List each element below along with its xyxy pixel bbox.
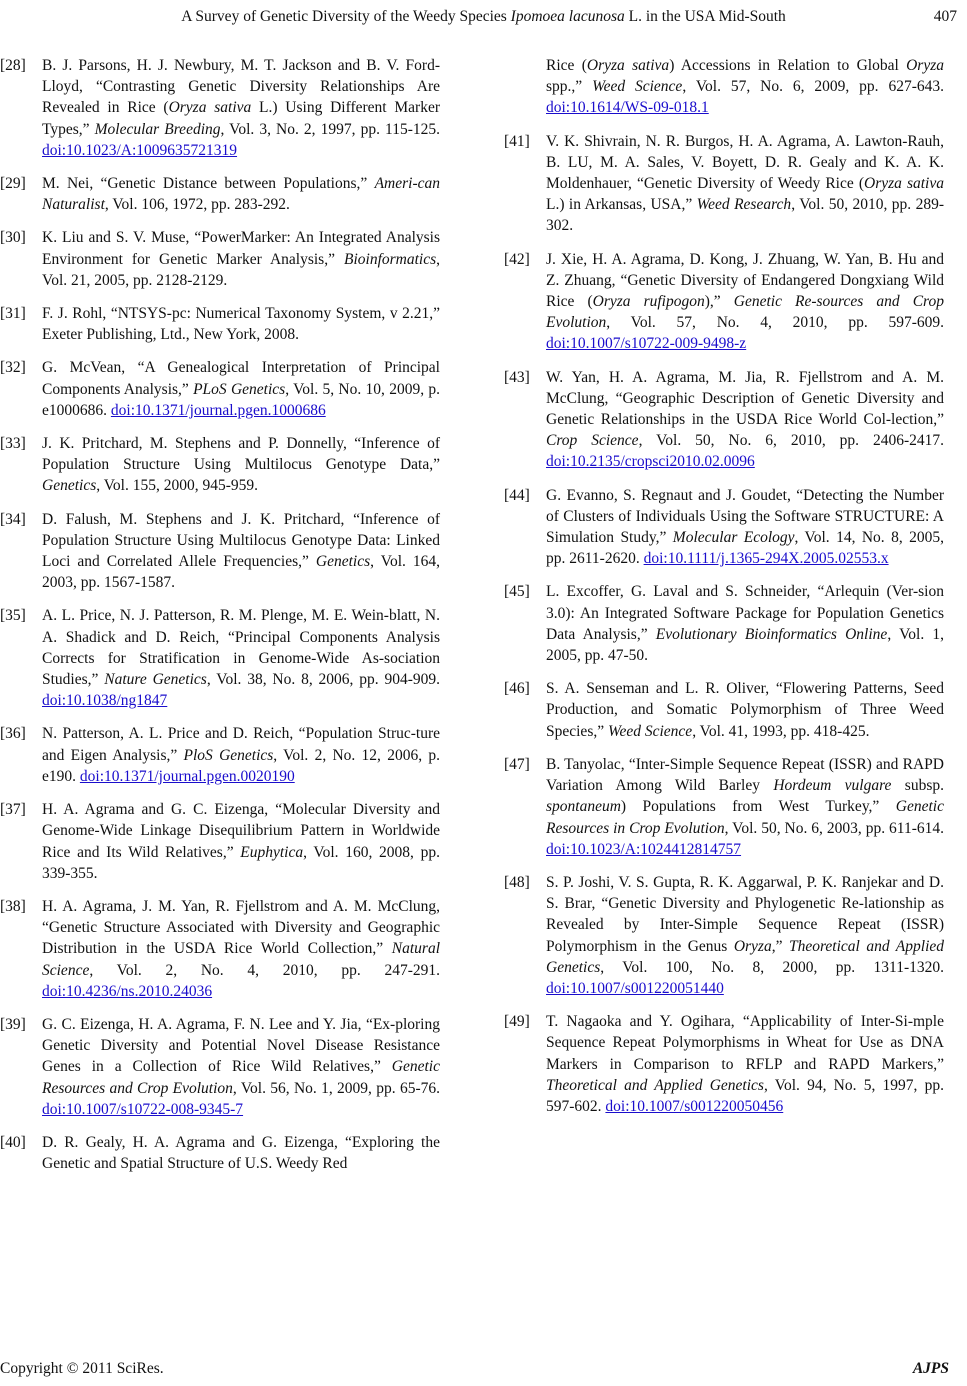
reference-entry bbox=[0, 227, 440, 291]
reference-entry bbox=[504, 1011, 944, 1117]
reference-number: [43] bbox=[504, 368, 530, 386]
reference-text bbox=[546, 133, 944, 235]
reference-text-segment: ),” bbox=[704, 293, 734, 311]
reference-text bbox=[42, 898, 440, 1000]
reference-entry bbox=[0, 303, 440, 345]
reference-entry bbox=[0, 723, 440, 787]
reference-text bbox=[42, 1134, 440, 1172]
reference-text-segment: ) Accessions in Relation to Global bbox=[669, 57, 907, 74]
reference-text-segment: ) Populations from West Turkey,” bbox=[620, 798, 896, 816]
reference-entry bbox=[0, 605, 440, 711]
reference-italic-text: PloS Genetics bbox=[183, 746, 274, 764]
reference-text-segment: D. Falush, M. Stephens and J. K. Pritchard, “Inference of Population Structure Using Multilocus Genotype Data: Linked Loci and Correlated Allele Frequencies,” bbox=[42, 510, 440, 571]
doi-link[interactable]: doi:10.1371/journal.pgen.1000686 bbox=[110, 401, 326, 419]
reference-text-segment: , Vol. 100, No. 8, 2000, pp. 1311-1320. bbox=[600, 958, 944, 976]
reference-text-segment: , Vol. 41, 1993, pp. 418-425. bbox=[692, 722, 870, 740]
reference-text bbox=[546, 680, 944, 739]
reference-text-segment: S. P. Joshi, V. S. Gupta, R. K. Aggarwal, P. K. Ranjekar and D. S. Brar, “Genetic Diversity and Phylogenetic Re-lationship as Revealed by Inter-Simple Sequence Repeat (ISSR) Polymorphism in the Genus bbox=[546, 873, 944, 955]
reference-number: [29] bbox=[0, 175, 26, 193]
reference-text-segment: A. L. Price, N. J. Patterson, R. M. Plenge, M. E. Wein-blatt, N. A. Shadick and D. Reich, “Principal Components Analysis Corrects for Stratification in Genome-Wide As-sociation Studies,” bbox=[42, 607, 440, 689]
reference-number: [42] bbox=[504, 250, 530, 268]
reference-text-segment: M. Nei, “Genetic Distance between Populations,” bbox=[42, 175, 375, 193]
reference-italic-text: Hordeum vulgare bbox=[773, 777, 892, 795]
reference-entry bbox=[0, 55, 440, 161]
reference-italic-text: PLoS Genetics bbox=[193, 380, 286, 398]
reference-italic-text: Oryza bbox=[733, 937, 772, 955]
reference-number: [44] bbox=[504, 486, 530, 504]
reference-italic-text: Crop Science bbox=[546, 432, 639, 450]
reference-number: [47] bbox=[504, 755, 530, 773]
reference-italic-text: Genetics bbox=[315, 553, 371, 571]
reference-italic-text: Oryza sativa bbox=[586, 57, 670, 74]
doi-link[interactable]: doi:10.1111/j.1365-294X.2005.02553.x bbox=[643, 550, 889, 568]
reference-text-segment: , Vol. 14, No. 8, 2005, pp. 2611-2620. bbox=[546, 529, 944, 568]
reference-number: [45] bbox=[504, 583, 530, 601]
reference-italic-text: Weed Science bbox=[592, 78, 683, 96]
reference-text bbox=[546, 369, 944, 471]
reference-entry bbox=[504, 55, 944, 119]
reference-text bbox=[42, 305, 440, 343]
reference-text-segment: , Vol. 56, No. 1, 2009, pp. 65-76. bbox=[232, 1079, 440, 1097]
reference-text-segment: , Vol. 21, 2005, pp. 2128-2129. bbox=[42, 250, 440, 289]
reference-text-segment: Rice ( bbox=[546, 57, 587, 74]
reference-text bbox=[42, 57, 440, 159]
reference-text bbox=[42, 511, 440, 592]
reference-column-right bbox=[504, 55, 944, 1129]
reference-italic-text: Bioinformatics bbox=[343, 250, 437, 268]
reference-italic-text: Molecular Breeding bbox=[94, 120, 221, 138]
reference-italic-text: Oryza rufipogon bbox=[592, 293, 705, 311]
reference-italic-text: Genetics bbox=[42, 477, 97, 495]
doi-link[interactable]: doi:10.1023/A:1009635721319 bbox=[42, 141, 238, 159]
reference-text-segment: , Vol. 3, No. 2, 1997, pp. 115-125. bbox=[220, 120, 440, 138]
reference-entry bbox=[504, 678, 944, 742]
reference-text bbox=[546, 487, 944, 568]
reference-text-segment: V. K. Shivrain, N. R. Burgos, H. A. Agrama, A. Lawton-Rauh, B. LU, M. A. Sales, V. Boyett, D. R. Gealy and K. A. K. Moldenhauer, “Genetic Diversity of Weedy Rice ( bbox=[546, 132, 944, 193]
reference-text-segment: , Vol. 160, 2008, pp. 339-355. bbox=[42, 843, 440, 882]
reference-entry bbox=[0, 1014, 440, 1120]
reference-number: [34] bbox=[0, 510, 26, 528]
reference-text-segment: , Vol. 106, 1972, pp. 283-292. bbox=[104, 196, 290, 214]
reference-text bbox=[42, 435, 440, 494]
header-species-name: Ipomoea lacunosa bbox=[510, 8, 625, 25]
doi-link[interactable]: doi:10.1007/s10722-009-9498-z bbox=[546, 335, 747, 353]
doi-link[interactable]: doi:10.1614/WS-09-018.1 bbox=[546, 99, 709, 117]
reference-number: [46] bbox=[504, 680, 530, 698]
reference-italic-text: spontaneum bbox=[546, 798, 621, 816]
reference-entry bbox=[0, 357, 440, 421]
reference-entry bbox=[504, 754, 944, 860]
reference-text-segment: , Vol. 1, 2005, pp. 47-50. bbox=[546, 625, 944, 665]
doi-link[interactable]: doi:10.1023/A:1024412814757 bbox=[546, 840, 742, 858]
reference-text-segment: G. Evanno, S. Regnaut and J. Goudet, “Detecting the Number of Clusters of Individuals Using the Software STRUCTURE: A Simulation Study,” bbox=[546, 486, 944, 547]
reference-italic-text: Nature Genetics bbox=[104, 671, 207, 689]
reference-number: [35] bbox=[0, 607, 26, 625]
reference-number: [37] bbox=[0, 801, 26, 819]
reference-italic-text: Weed Research bbox=[696, 196, 792, 214]
reference-italic-text: Oryza sativa bbox=[168, 99, 252, 117]
reference-text bbox=[546, 756, 944, 858]
reference-entry bbox=[0, 173, 440, 215]
doi-link[interactable]: doi:10.1371/journal.pgen.0020190 bbox=[79, 767, 295, 785]
doi-link[interactable]: doi:10.1038/ng1847 bbox=[42, 692, 168, 710]
reference-text bbox=[546, 583, 944, 664]
header-title-part: A Survey of Genetic Diversity of the Weedy Species bbox=[181, 8, 511, 25]
reference-text-segment: , Vol. 5, No. 10, 2009, p. e1000686. bbox=[42, 380, 440, 419]
journal-abbreviation: AJPS bbox=[912, 1360, 949, 1377]
reference-italic-text: Ameri-can Naturalist bbox=[42, 175, 440, 214]
reference-number: [32] bbox=[0, 359, 26, 377]
reference-text-segment: spp.,” bbox=[546, 78, 593, 96]
reference-italic-text: Natural Science bbox=[42, 940, 440, 979]
reference-text-segment: J. Xie, H. A. Agrama, D. Kong, J. Zhuang, W. Yan, B. Hu and Z. Zhuang, “Genetic Diversity of Endangered Dongxiang Wild Rice ( bbox=[546, 250, 944, 311]
doi-link[interactable]: doi:10.1007/s001220050456 bbox=[605, 1097, 784, 1115]
doi-link[interactable]: doi:10.1007/s10722-008-9345-7 bbox=[42, 1100, 244, 1118]
doi-link[interactable]: doi:10.1007/s001220051440 bbox=[546, 979, 724, 997]
reference-text-segment: S. A. Senseman and L. R. Oliver, “Flowering Patterns, Seed Production, and Somatic Polymorphism of Three Weed Species,” bbox=[546, 680, 944, 740]
reference-number: [49] bbox=[504, 1013, 530, 1031]
reference-entry bbox=[504, 581, 944, 666]
reference-italic-text: Genetic Resources and Crop Evolution bbox=[42, 1058, 440, 1097]
reference-text-segment: , Vol. 50, 2010, pp. 289-302. bbox=[546, 196, 945, 235]
reference-text-segment: G. McVean, “A Genealogical Interpretation of Principal Components Analysis,” bbox=[42, 359, 440, 398]
reference-italic-text: Oryza sativa bbox=[864, 175, 944, 193]
reference-number: [40] bbox=[0, 1133, 26, 1151]
reference-text bbox=[546, 251, 944, 353]
reference-italic-text: Oryza bbox=[906, 57, 944, 74]
reference-text-segment: B. J. Parsons, H. J. Newbury, M. T. Jackson and B. V. Ford-Lloyd, “Contrasting Genetic Diversity Relationships Are Revealed in Rice ( bbox=[42, 57, 440, 117]
reference-number: [39] bbox=[0, 1015, 26, 1033]
reference-italic-text: Theoretical and Applied Genetics bbox=[546, 1076, 764, 1094]
reference-text-segment: K. Liu and S. V. Muse, “PowerMarker: An Integrated Analysis Environment for Genetic Marker Analysis,” bbox=[42, 229, 440, 268]
reference-text bbox=[42, 175, 440, 213]
reference-text-segment: , Vol. 164, 2003, pp. 1567-1587. bbox=[42, 553, 441, 592]
reference-text-segment: , Vol. 50, No. 6, 2010, pp. 2406-2417. bbox=[638, 432, 945, 450]
reference-text-segment: T. Nagaoka and Y. Ogihara, “Applicability of Inter-Si-mple Sequence Repeat Polymorphisms in Wheat for Use as DNA Markers in Comparison to RFLP and RAPD Markers,” bbox=[546, 1013, 944, 1073]
reference-text bbox=[42, 607, 440, 709]
reference-entry bbox=[504, 131, 944, 237]
reference-entry bbox=[0, 1132, 440, 1174]
running-header bbox=[0, 8, 967, 26]
reference-number: [31] bbox=[0, 305, 26, 323]
reference-text-segment: L.) Using Different Marker Types,” bbox=[42, 99, 440, 138]
reference-entry bbox=[0, 896, 440, 1002]
reference-number: [48] bbox=[504, 873, 530, 891]
reference-italic-text: Evolutionary Bioinformatics Online bbox=[655, 625, 888, 643]
reference-text-segment: , Vol. 94, No. 5, 1997, pp. 597-602. bbox=[546, 1076, 944, 1115]
reference-text bbox=[546, 57, 944, 116]
reference-text-segment: , Vol. 57, No. 4, 2010, pp. 597-609. bbox=[606, 314, 944, 332]
reference-entry bbox=[0, 509, 440, 594]
reference-number: [28] bbox=[0, 57, 26, 74]
reference-number: [30] bbox=[0, 229, 26, 247]
reference-text-segment: , Vol. 155, 2000, 945-959. bbox=[96, 477, 258, 495]
reference-text-segment: D. R. Gealy, H. A. Agrama and G. Eizenga, “Exploring the Genetic and Spatial Structure of U.S. Weedy Red bbox=[42, 1133, 440, 1173]
doi-link[interactable]: doi:10.4236/ns.2010.24036 bbox=[42, 982, 213, 1000]
reference-entry bbox=[504, 249, 944, 355]
reference-entry bbox=[0, 799, 440, 884]
reference-text-segment: B. Tanyolac, “Inter-Simple Sequence Repeat (ISSR) and RAPD Variation Among Wild Barley bbox=[546, 755, 944, 795]
reference-italic-text: Euphytica bbox=[240, 843, 304, 861]
reference-entry bbox=[504, 367, 944, 473]
reference-italic-text: Genetic Resources in Crop Evolution bbox=[546, 798, 944, 837]
reference-text bbox=[546, 874, 944, 997]
reference-text-segment: ,” bbox=[771, 937, 789, 955]
reference-text-segment: L.) in Arkansas, USA,” bbox=[546, 196, 697, 214]
reference-number: [38] bbox=[0, 897, 26, 915]
reference-text bbox=[42, 801, 440, 882]
reference-text-segment: F. J. Rohl, “NTSYS-pc: Numerical Taxonomy System, v 2.21,” Exeter Publishing, Ltd., New York, 2008. bbox=[42, 305, 440, 344]
reference-text bbox=[42, 229, 440, 288]
reference-text-segment: , Vol. 2, No. 12, 2006, p. e190. bbox=[42, 746, 440, 785]
reference-italic-text: Genetic Re-sources and Crop Evolution bbox=[546, 293, 944, 332]
page-number: 407 bbox=[933, 8, 957, 25]
reference-number: [33] bbox=[0, 435, 26, 453]
reference-text-segment: , Vol. 57, No. 6, 2009, pp. 627-643. bbox=[682, 78, 944, 96]
reference-entry bbox=[0, 433, 440, 497]
reference-number: [41] bbox=[504, 132, 530, 150]
header-title-part: L. in the USA Mid-South bbox=[624, 8, 786, 25]
reference-text-segment: subsp. bbox=[891, 777, 944, 795]
reference-text bbox=[42, 1016, 440, 1118]
reference-italic-text: Molecular Ecology bbox=[672, 529, 795, 547]
reference-text-segment: H. A. Agrama, J. M. Yan, R. Fjellstrom and A. M. McClung, “Genetic Structure Associated with Diversity and Geographic Distribution in the USDA Rice World Collection,” bbox=[42, 897, 440, 958]
reference-text-segment: H. A. Agrama and G. C. Eizenga, “Molecular Diversity and Genome-Wide Linkage Disequilibrium Pattern in Worldwide Rice and Its Wild Relatives,” bbox=[42, 801, 440, 861]
doi-link[interactable]: doi:10.2135/cropsci2010.02.0096 bbox=[546, 453, 755, 471]
reference-column-left bbox=[0, 55, 440, 1186]
copyright-notice: Copyright © 2011 SciRes. bbox=[0, 1360, 164, 1377]
reference-italic-text: Theoretical and Applied Genetics bbox=[546, 937, 944, 976]
reference-text-segment: L. Excoffer, G. Laval and S. Schneider, “Arlequin (Ver-sion 3.0): An Integrated Software Package for Population Genetics Data Analysis,” bbox=[546, 583, 944, 643]
reference-italic-text: Weed Science bbox=[607, 722, 693, 740]
reference-number: [36] bbox=[0, 725, 26, 743]
reference-entry bbox=[504, 872, 944, 999]
reference-text bbox=[42, 359, 440, 418]
reference-text-segment: , Vol. 38, No. 8, 2006, pp. 904-909. bbox=[206, 671, 441, 689]
reference-text-segment: N. Patterson, A. L. Price and D. Reich, “Population Struc-ture and Eigen Analysis,” bbox=[42, 725, 440, 764]
reference-text-segment: G. C. Eizenga, H. A. Agrama, F. N. Lee and Y. Jia, “Ex-ploring Genetic Diversity and Potential Novel Disease Resistance Genes in a Collection of Rice Wild Relatives,” bbox=[42, 1015, 440, 1076]
reference-entry bbox=[504, 485, 944, 570]
reference-text-segment: J. K. Pritchard, M. Stephens and P. Donnelly, “Inference of Population Structure Using Multilocus Genotype Data,” bbox=[42, 435, 440, 474]
reference-text-segment: W. Yan, H. A. Agrama, M. Jia, R. Fjellstrom and A. M. McClung, “Geographic Description of Genetic Diversity and Genetic Relationships in the USDA Rice World Col-lection,” bbox=[546, 368, 944, 429]
reference-text-segment: , Vol. 50, No. 6, 2003, pp. 611-614. bbox=[724, 819, 944, 837]
reference-text-segment: , Vol. 2, No. 4, 2010, pp. 247-291. bbox=[89, 961, 440, 979]
reference-text bbox=[42, 725, 440, 784]
reference-text bbox=[546, 1013, 944, 1115]
